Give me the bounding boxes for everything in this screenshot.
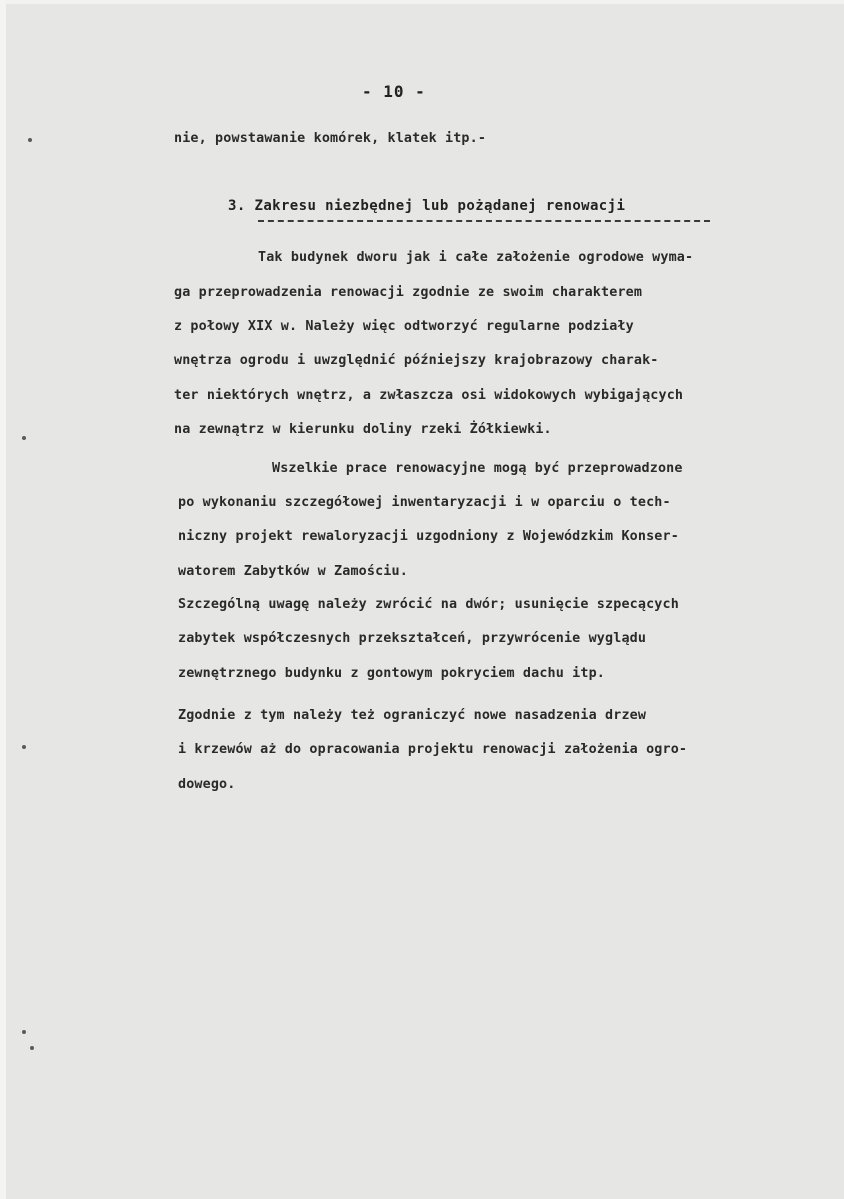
page-number: - 10 - (362, 82, 426, 101)
paragraph-line: na zewnątrz w kierunku doliny rzeki Żółkiewki. (174, 422, 552, 437)
paragraph-line: wnętrza ogrodu i uwzględnić późniejszy krajobrazowy charak- (174, 353, 659, 368)
paragraph-line: zewnętrznego budynku z gontowym pokryciem dachu itp. (178, 666, 606, 681)
punch-hole-mark (28, 138, 32, 142)
page-left-edge (0, 0, 6, 1199)
paragraph-line: i krzewów aż do opracowania projektu renowacji założenia ogro- (178, 742, 688, 757)
punch-hole-mark (30, 1046, 34, 1050)
paragraph-line: dowego. (178, 777, 236, 792)
paragraph-line: Zgodnie z tym należy też ograniczyć nowe nasadzenia drzew (178, 708, 647, 723)
paragraph-line: Wszelkie prace renowacyjne mogą być przeprowadzone (272, 461, 683, 476)
paragraph-line: Szczególną uwagę należy zwrócić na dwór; usunięcie szpecących (178, 597, 679, 612)
heading-underline (258, 220, 710, 222)
carry-over-line: nie, powstawanie komórek, klatek itp.- (174, 131, 487, 146)
paragraph-line: ga przeprowadzenia renowacji zgodnie ze swoim charakterem (174, 285, 643, 300)
section-heading: 3. Zakresu niezbędnej lub pożądanej renowacji (228, 198, 626, 214)
page-top-edge (0, 0, 844, 4)
paragraph-line: po wykonaniu szczegółowej inwentaryzacji i w oparciu o tech- (178, 495, 671, 510)
paragraph-line: ter niektórych wnętrz, a zwłaszcza osi widokowych wybigających (174, 388, 684, 403)
punch-hole-mark (22, 1030, 26, 1034)
paragraph-line: Tak budynek dworu jak i całe założenie ogrodowe wyma- (258, 250, 694, 265)
paragraph-line: niczny projekt rewaloryzacji uzgodniony z Wojewódzkim Konser- (178, 529, 679, 544)
punch-hole-mark (22, 436, 26, 440)
paragraph-line: watorem Zabytków w Zamościu. (178, 564, 408, 579)
punch-hole-mark (22, 745, 26, 749)
paragraph-line: zabytek współczesnych przekształceń, przywrócenie wyglądu (178, 631, 647, 646)
paragraph-line: z połowy XIX w. Należy więc odtworzyć regularne podziały (174, 319, 634, 334)
